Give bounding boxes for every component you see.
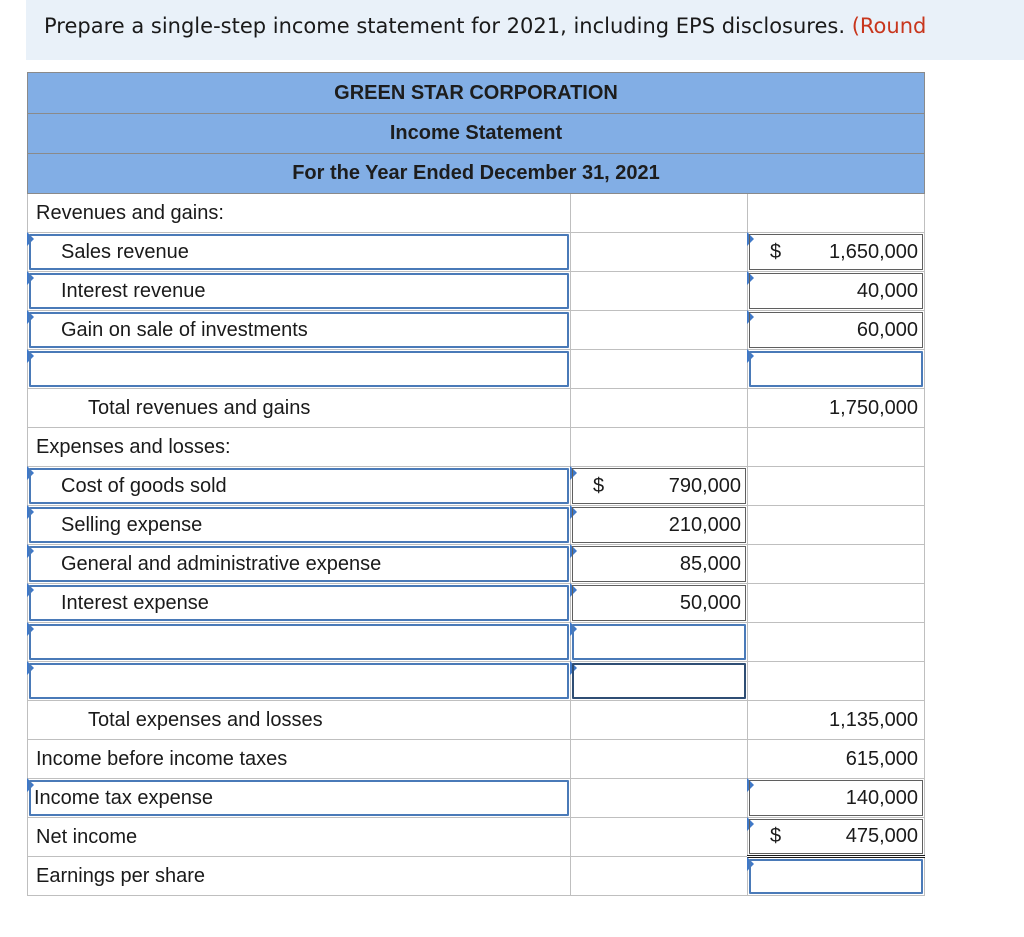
statement-title: Income Statement: [28, 114, 925, 154]
expenses-heading: Expenses and losses:: [36, 435, 231, 458]
revenue-account-select[interactable]: [28, 233, 571, 272]
table-row: [28, 818, 925, 857]
income-before-taxes-label: Income before income taxes: [36, 747, 288, 770]
table-row: [28, 584, 925, 623]
round-note: (Round: [851, 14, 927, 38]
amount-value: 40,000: [856, 279, 918, 302]
table-row: [28, 272, 925, 311]
amount-value: 85,000: [679, 552, 741, 575]
table-row: [28, 389, 925, 428]
table-row: [28, 623, 925, 662]
total-revenues-amount: 1,750,000: [829, 396, 918, 419]
total-expenses-amount: 1,135,000: [829, 708, 918, 731]
amount-value: 790,000: [668, 474, 741, 497]
expense-account-select-empty[interactable]: [28, 662, 571, 701]
income-tax-select[interactable]: [28, 779, 571, 818]
revenue-account-select[interactable]: [28, 311, 571, 350]
net-income-label: Net income: [36, 825, 138, 848]
net-income-amount-cell[interactable]: [748, 818, 925, 857]
expense-amount-input-empty[interactable]: [571, 662, 748, 701]
account-label: Income tax expense: [34, 786, 213, 809]
table-row: [28, 662, 925, 701]
revenue-amount-cell[interactable]: [748, 233, 925, 272]
account-label: Interest revenue: [61, 279, 206, 302]
account-label: Sales revenue: [61, 240, 189, 263]
expense-amount-cell[interactable]: [571, 545, 748, 584]
eps-label: Earnings per share: [36, 864, 205, 887]
expense-amount-cell[interactable]: [571, 467, 748, 506]
revenue-amount-cell[interactable]: [748, 311, 925, 350]
table-row: [28, 506, 925, 545]
company-name: GREEN STAR CORPORATION: [28, 73, 925, 114]
currency-sign: $: [770, 825, 782, 847]
question-banner: [26, 0, 1024, 60]
revenue-amount-cell[interactable]: [748, 272, 925, 311]
expense-account-select[interactable]: [28, 467, 571, 506]
total-expenses-label: Total expenses and losses: [88, 708, 323, 731]
total-revenues-label: Total revenues and gains: [88, 396, 311, 419]
table-row: [28, 350, 925, 389]
table-row: [28, 857, 925, 896]
expense-amount-cell[interactable]: [571, 506, 748, 545]
income-tax-amount-cell[interactable]: [748, 779, 925, 818]
currency-sign: $: [770, 240, 782, 263]
table-row: [28, 701, 925, 740]
question-text: Prepare a single-step income statement for 2021, including EPS disclosures. (Round: [44, 14, 927, 38]
currency-sign: $: [593, 474, 605, 497]
expense-account-select[interactable]: [28, 584, 571, 623]
account-label: General and administrative expense: [61, 552, 382, 575]
expense-amount-input-empty[interactable]: [571, 623, 748, 662]
table-row: [28, 233, 925, 272]
account-label: Gain on sale of investments: [61, 318, 308, 341]
eps-amount-input[interactable]: [748, 857, 925, 896]
statement-period: For the Year Ended December 31, 2021: [28, 154, 925, 194]
amount-value: 1,650,000: [829, 240, 918, 263]
amount-value: 60,000: [856, 318, 918, 341]
amount-value: 475,000: [845, 825, 918, 847]
table-row: [28, 467, 925, 506]
revenue-amount-input-empty[interactable]: [748, 350, 925, 389]
amount-value: 210,000: [668, 513, 741, 536]
table-row: [28, 740, 925, 779]
expense-account-select[interactable]: [28, 506, 571, 545]
revenue-account-select-empty[interactable]: [28, 350, 571, 389]
table-row: [28, 545, 925, 584]
expense-account-select[interactable]: [28, 545, 571, 584]
table-row: [28, 311, 925, 350]
income-statement-table: [27, 72, 925, 896]
account-label: Interest expense: [61, 591, 209, 614]
revenue-account-select[interactable]: [28, 272, 571, 311]
expense-amount-cell[interactable]: [571, 584, 748, 623]
expense-account-select-empty[interactable]: [28, 623, 571, 662]
amount-value: 50,000: [679, 591, 741, 614]
amount-value: 140,000: [845, 786, 918, 809]
table-row: [28, 779, 925, 818]
income-before-taxes-amount: 615,000: [845, 747, 918, 770]
account-label: Selling expense: [61, 513, 203, 536]
account-label: Cost of goods sold: [61, 474, 227, 497]
revenues-heading: Revenues and gains:: [36, 201, 224, 224]
